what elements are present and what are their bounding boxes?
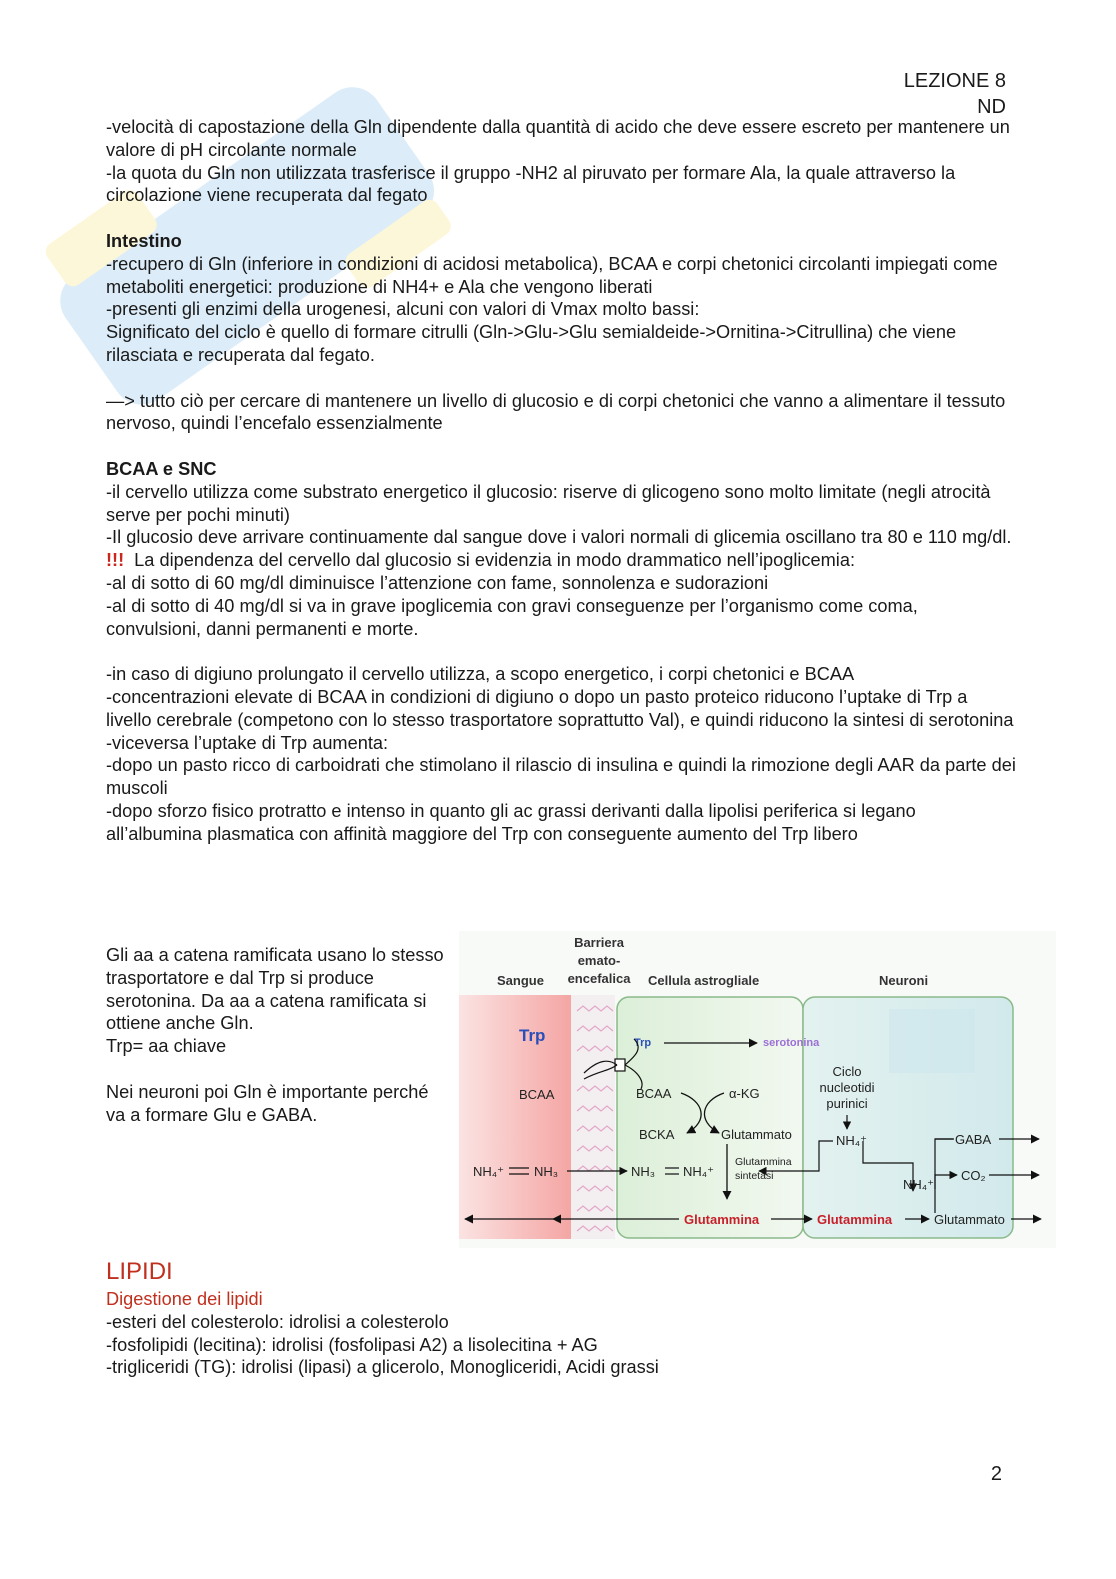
nh3-astro: NH₃ xyxy=(631,1164,656,1179)
glutammato-astro: Glutammato xyxy=(721,1127,792,1142)
ciclo-label-2: nucleotidi xyxy=(819,1080,875,1095)
paragraph: Gli aa a catena ramificata usano lo stesso trasportatore e dal Trp si produce serotonina. Da aa a catena ramificata si ottiene anche Gln. xyxy=(106,945,444,1034)
trp-blood: Trp xyxy=(519,1026,546,1045)
nh3-blood: NH₃ xyxy=(534,1164,559,1179)
paragraph: -Il glucosio deve arrivare continuamente dal sangue dove i valori normali di glicemia oscillano tra 80 e 110 mg/dl. xyxy=(106,527,1012,548)
blood-region xyxy=(459,995,571,1239)
paragraph: -trigliceridi (TG): idrolisi (lipasi) a glicerolo, Monogliceridi, Acidi grassi xyxy=(106,1357,659,1378)
nh4-blood: NH₄⁺ xyxy=(473,1164,504,1179)
paragraph: -concentrazioni elevate di BCAA in condizioni di digiuno o dopo un pasto proteico riducono l’uptake di Trp a livello cerebrale (competono con lo stesso trasportatore soprattutto Val), e quindi riducono la sintesi di serotonina xyxy=(106,686,1014,730)
paragraph: -al di sotto di 40 mg/dl si va in grave ipoglicemia con gravi conseguenze per l’organismo come coma, convulsioni, danni permanenti e morte. xyxy=(106,595,918,639)
glutammato-neuron: Glutammato xyxy=(934,1212,1005,1227)
glutammina-sintetasi-1: Glutammina xyxy=(735,1156,792,1168)
paragraph xyxy=(106,549,1016,572)
barrier-region xyxy=(571,995,615,1239)
paragraph: -la quota du Gln non utilizzata trasferisce il gruppo -NH2 al piruvato per formare Ala, la quale attraverso la circolazione viene recuperata dal fegato xyxy=(106,162,956,206)
section-heading-bcaa-snc: BCAA e SNC xyxy=(106,458,217,479)
paragraph: Trp= aa chiave xyxy=(106,1036,227,1057)
paragraph: -il cervello utilizza come substrato energetico il glucosio: riserve di glicogeno sono molto limitate (negli atrocità serve per pochi minuti) xyxy=(106,481,991,525)
glutammina-sintetasi-2: sintetasi xyxy=(735,1170,774,1182)
metabolism-diagram xyxy=(459,931,1056,1248)
paragraph: -dopo sforzo fisico protratto e intenso in quanto gli ac grassi derivanti dalla lipolisi periferica si legano all’albumina plasmatica con affinità maggiore del Trp con conseguente aumento del Trp libero xyxy=(106,800,916,844)
nh4-neuron: NH₄⁺ xyxy=(903,1177,934,1192)
paragraph: -recupero di Gln (inferiore in condizioni di acidosi metabolica), BCAA e corpi chetonici circolanti impiegati come metaboliti energetici: produzione di NH4+ e Ala che vengono liberati xyxy=(106,253,998,297)
paragraph: Significato del ciclo è quello di formare citrulli (Gln->Glu->Glu semialdeide->Ornitina->Citrullina) che viene rilasciata e recuperata dal fegato. xyxy=(106,322,957,365)
label-neuroni: Neuroni xyxy=(879,973,929,988)
gaba-label: GABA xyxy=(955,1132,992,1147)
label-sangue: Sangue xyxy=(497,973,544,988)
bcka-label: BCKA xyxy=(639,1127,675,1142)
paragraph: -velocità di capostazione della Gln dipendente dalla quantità di acido che deve essere escreto per mantenere un valore di pH circolante normale xyxy=(106,117,1010,160)
glutammina-neuron: Glutammina xyxy=(817,1212,893,1227)
paragraph: -esteri del colesterolo: idrolisi a colesterolo xyxy=(106,1311,449,1332)
paragraph: -fosfolipidi (lecitina): idrolisi (fosfolipasi A2) a lisolecitina + AG xyxy=(106,1334,598,1355)
bcaa-astro: BCAA xyxy=(636,1086,672,1101)
header-initials: ND xyxy=(977,96,1006,118)
paragraph: -dopo un pasto ricco di carboidrati che stimolano il rilascio di insulina e quindi la rimozione degli AAR da parte dei muscoli xyxy=(106,755,1016,799)
glutammina-astro: Glutammina xyxy=(684,1212,760,1227)
page-number: 2 xyxy=(990,1463,1002,1485)
nh4-astro: NH₄⁺ xyxy=(683,1164,714,1179)
ciclo-label-1: Ciclo xyxy=(832,1064,862,1079)
paragraph: -in caso di digiuno prolungato il cervello utilizza, a scopo energetico, i corpi chetonici e BCAA xyxy=(106,664,855,685)
warning-mark: !!! xyxy=(106,550,125,571)
lipidi-section xyxy=(106,1256,1006,1379)
paragraph: -viceversa l’uptake di Trp aumenta: xyxy=(106,732,389,753)
label-cellula-astrogliale: Cellula astrogliale xyxy=(648,973,760,988)
section-heading-intestino: Intestino xyxy=(106,230,182,251)
co2-label: CO₂ xyxy=(961,1168,986,1183)
serotonina-label: serotonina xyxy=(763,1037,820,1049)
astrocyte-cell xyxy=(617,997,803,1238)
section-title-lipidi: LIPIDI xyxy=(106,1258,173,1285)
label-ematoencefalica-1: emato- xyxy=(577,953,621,968)
label-barriera: Barriera xyxy=(574,935,624,950)
nh4-ciclo: NH₄⁺ xyxy=(836,1133,867,1148)
main-text xyxy=(106,116,1016,846)
header-lesson: LEZIONE 8 xyxy=(903,70,1006,92)
figure-caption-text xyxy=(106,944,446,1126)
paragraph: -al di sotto di 60 mg/dl diminuisce l’attenzione con fame, sonnolenza e sudorazioni xyxy=(106,572,769,593)
paragraph: -presenti gli enzimi della urogenesi, alcuni con valori di Vmax molto bassi: xyxy=(106,299,700,320)
ciclo-label-3: purinici xyxy=(826,1096,868,1111)
bcaa-blood: BCAA xyxy=(519,1087,555,1102)
akg-label: α-KG xyxy=(729,1086,760,1101)
paragraph: Nei neuroni poi Gln è importante perché va a formare Glu e GABA. xyxy=(106,1081,429,1125)
paragraph: —> tutto ciò per cercare di mantenere un livello di glucosio e di corpi chetonici che vanno a alimentare il tessuto nervoso, quindi l’encefalo essenzialmente xyxy=(106,390,1006,434)
subsection-title-digestione: Digestione dei lipidi xyxy=(106,1289,263,1309)
label-ematoencefalica-2: encefalica xyxy=(567,971,631,986)
paragraph-text: La dipendenza del cervello dal glucosio si evidenzia in modo drammatico nell’ipoglicemia: xyxy=(134,550,856,571)
trp-astro: Trp xyxy=(634,1037,652,1049)
